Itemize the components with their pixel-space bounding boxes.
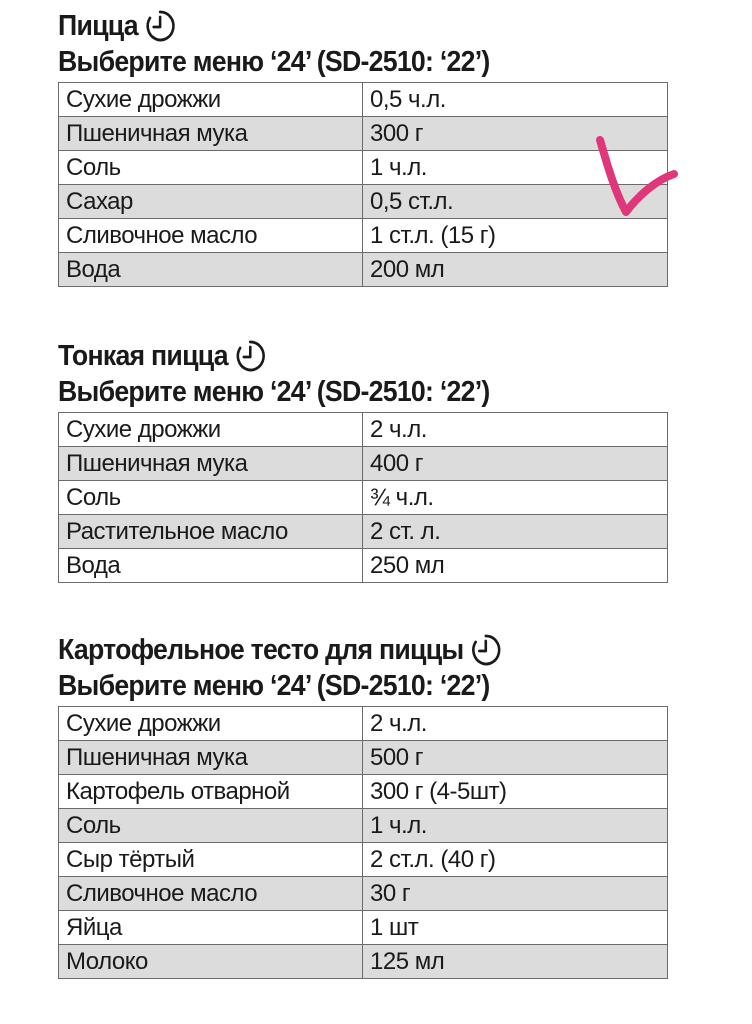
table-row [59,809,668,843]
table-row [59,481,668,515]
ingredients-table [58,82,668,287]
ingredient-name: Сахар [59,185,363,219]
recipe-title-text: Пицца [58,10,138,42]
table-row [59,447,668,481]
recipe-section-potato-pizza-dough [58,632,670,979]
ingredient-amount: 125 мл [363,945,668,979]
table-row [59,185,668,219]
ingredient-amount: 1 ч.л. [363,151,668,185]
ingredient-name: Пшеничная мука [59,117,363,151]
table-row [59,741,668,775]
table-row [59,877,668,911]
ingredient-name: Сыр тёртый [59,843,363,877]
table-row [59,83,668,117]
ingredient-amount: 200 мл [363,253,668,287]
ingredient-name: Вода [59,549,363,583]
ingredient-name: Сливочное масло [59,219,363,253]
ingredient-name: Вода [59,253,363,287]
ingredient-amount: 300 г (4-5шт) [363,775,668,809]
table-row [59,911,668,945]
ingredient-amount: 0,5 ст.л. [363,185,668,219]
ingredient-name: Яйца [59,911,363,945]
table-row [59,843,668,877]
table-row [59,151,668,185]
ingredient-name: Растительное масло [59,515,363,549]
ingredient-name: Сухие дрожжи [59,83,363,117]
table-row [59,775,668,809]
ingredient-name: Молоко [59,945,363,979]
table-row [59,515,668,549]
table-row [59,413,668,447]
table-row [59,117,668,151]
timer-icon [469,632,502,668]
ingredient-amount: 300 г [363,117,668,151]
recipe-title [58,338,621,374]
ingredient-amount: 400 г [363,447,668,481]
ingredient-name: Соль [59,151,363,185]
ingredient-amount: 500 г [363,741,668,775]
ingredient-amount: 1 ст.л. (15 г) [363,219,668,253]
recipe-section-thin-pizza [58,338,670,583]
recipe-title-text: Картофельное тесто для пиццы [58,634,464,666]
ingredient-amount: 2 ст. л. [363,515,668,549]
menu-instruction: Выберите меню ‘24’ (SD-2510: ‘22’) [58,670,490,702]
menu-instruction: Выберите меню ‘24’ (SD-2510: ‘22’) [58,376,490,408]
recipe-title [58,632,621,668]
ingredient-name: Пшеничная мука [59,447,363,481]
ingredient-name: Картофель отварной [59,775,363,809]
ingredient-name: Сухие дрожжи [59,707,363,741]
ingredient-amount: 2 ч.л. [363,707,668,741]
ingredient-amount: 1 ч.л. [363,809,668,843]
handwritten-checkmark-icon [590,130,680,225]
ingredient-name: Сливочное масло [59,877,363,911]
ingredient-name: Соль [59,809,363,843]
table-row [59,707,668,741]
table-row [59,549,668,583]
ingredient-amount: 0,5 ч.л. [363,83,668,117]
table-row [59,219,668,253]
recipe-section-pizza [58,8,670,287]
menu-instruction: Выберите меню ‘24’ (SD-2510: ‘22’) [58,46,490,78]
ingredient-amount: 2 ч.л. [363,413,668,447]
table-row [59,253,668,287]
ingredient-amount: 250 мл [363,549,668,583]
ingredient-name: Соль [59,481,363,515]
ingredient-amount: ¾ ч.л. [363,481,668,515]
timer-icon [143,8,176,44]
recipe-title [58,8,621,44]
recipe-title-text: Тонкая пицца [58,340,228,372]
ingredient-name: Пшеничная мука [59,741,363,775]
ingredient-amount: 2 ст.л. (40 г) [363,843,668,877]
ingredients-table [58,412,668,583]
timer-icon [233,338,266,374]
ingredient-amount: 1 шт [363,911,668,945]
ingredients-table [58,706,668,979]
table-row [59,945,668,979]
ingredient-amount: 30 г [363,877,668,911]
ingredient-name: Сухие дрожжи [59,413,363,447]
